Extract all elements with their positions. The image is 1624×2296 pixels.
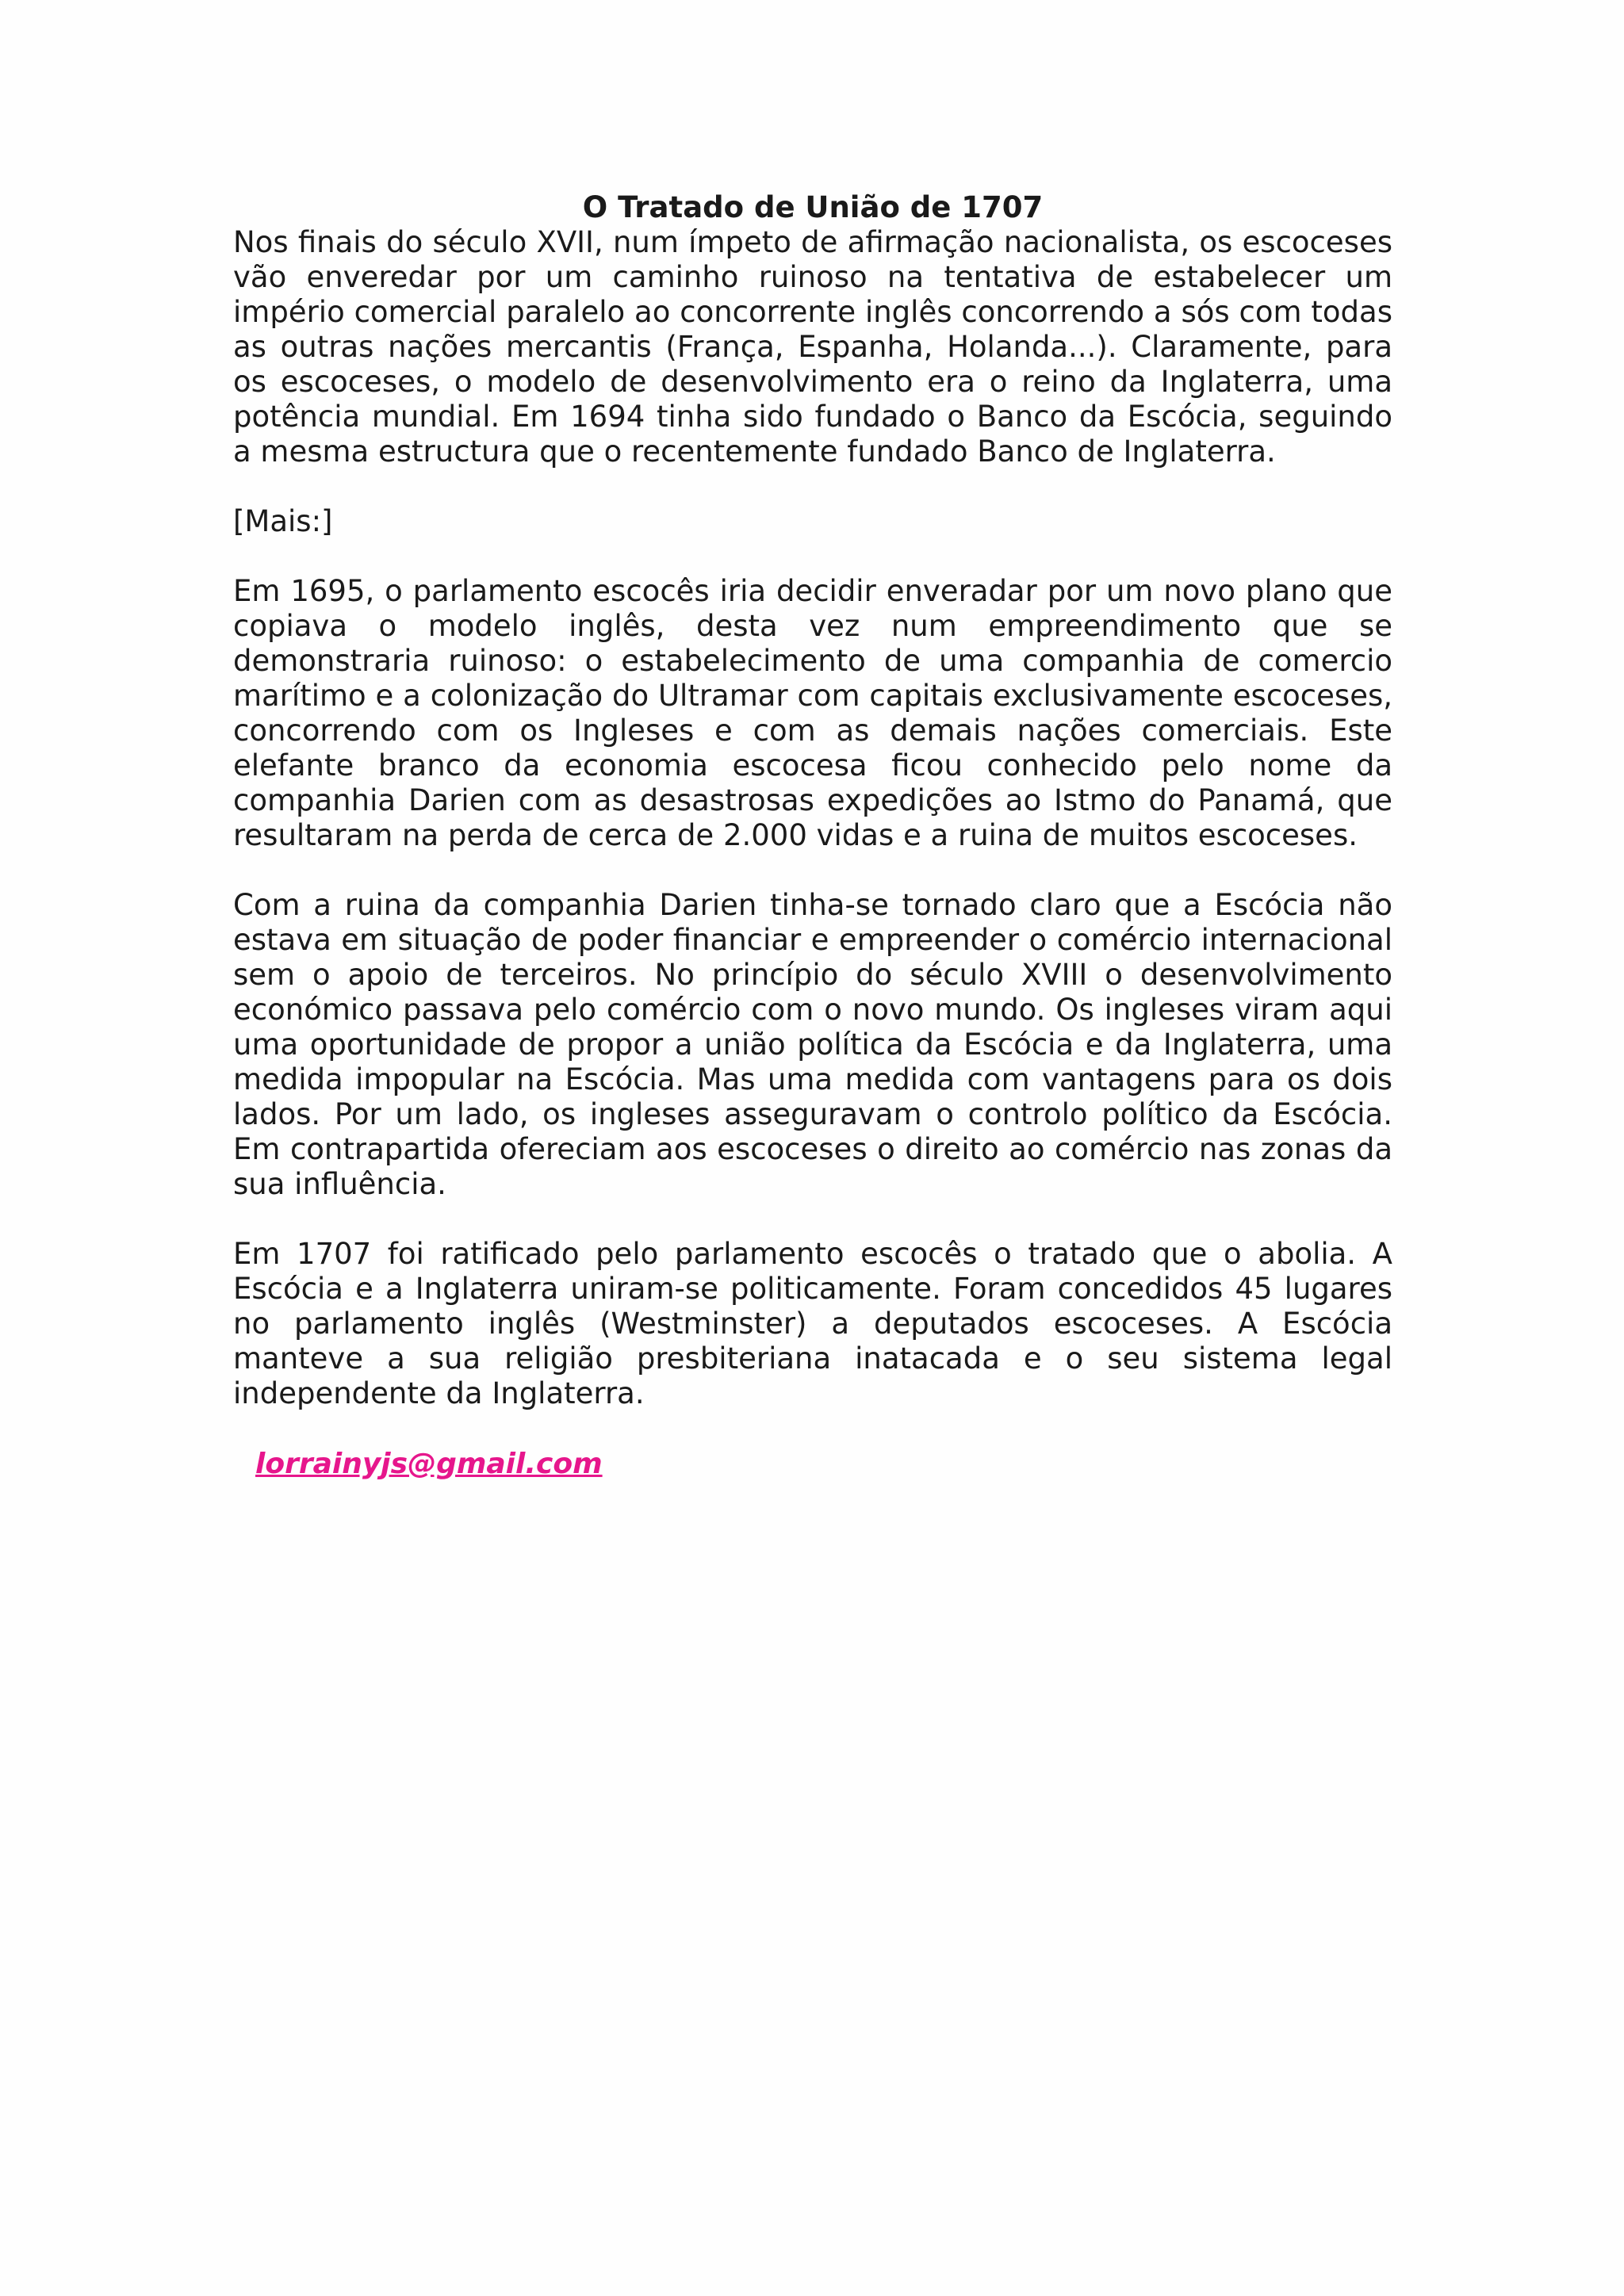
paragraph-union-proposal: Com a ruina da companhia Darien tinha-se tornado claro que a Escócia não estava em situação de poder financiar e empreender o comércio internacional sem o apoio de terceiros. No princípio do século XVIII o desenvolvimento económico passava pelo comércio com o novo mundo. Os ingleses viram aqui uma oportunidade de propor a união política da Escócia e da Inglaterra, uma medida impopular na Escócia. Mas uma medida com vantagens para os dois lados. Por um lado, os ingleses asseguravam o controlo político da Escócia. Em contrapartida ofereciam aos escoceses o direito ao comércio nas zonas da sua influência. — [233, 888, 1392, 1201]
paragraph-more-label: [Mais:] — [233, 504, 333, 538]
paragraph-intro: Nos finais do século XVII, num ímpeto de afirmação nacionalista, os escoceses vão enveredar por um caminho ruinoso na tentativa de estabelecer um império comercial paralelo ao concorrente inglês concorrendo a sós com todas as outras nações mercantis (França, Espanha, Holanda...). Claramente, para os escoceses, o modelo de desenvolvimento era o reino da Inglaterra, uma potência mundial. Em 1694 tinha sido fundado o Banco da Escócia, seguindo a mesma estructura que o recentemente fundado Banco de Inglaterra. — [233, 225, 1392, 469]
email-container — [233, 1446, 1392, 1482]
document-body — [233, 190, 1392, 1482]
paragraph-darien: Em 1695, o parlamento escocês iria decidir enveradar por um novo plano que copiava o modelo inglês, desta vez num empreendimento que se demonstraria ruinoso: o estabelecimento de uma companhia de comercio marítimo e a colonização do Ultramar com capitais exclusivamente escoceses, concorrendo com os Ingleses e com as demais nações comerciais. Este elefante branco da economia escocesa ficou conhecido pelo nome da companhia Darien com as desastrosas expedições ao Istmo do Panamá, que resultaram na perda de cerca de 2.000 vidas e a ruina de muitos escoceses. — [233, 574, 1392, 852]
paragraph-ratification: Em 1707 foi ratificado pelo parlamento escocês o tratado que o abolia. A Escócia e a Inglaterra uniram-se politicamente. Foram concedidos 45 lugares no parlamento inglês (Westminster) a deputados escoceses. A Escócia manteve a sua religião presbiteriana inatacada e o seu sistema legal independente da Inglaterra. — [233, 1237, 1392, 1410]
document-title: O Tratado de União de 1707 — [582, 190, 1044, 224]
email-link[interactable]: lorrainyjs@gmail.com — [255, 1448, 603, 1480]
